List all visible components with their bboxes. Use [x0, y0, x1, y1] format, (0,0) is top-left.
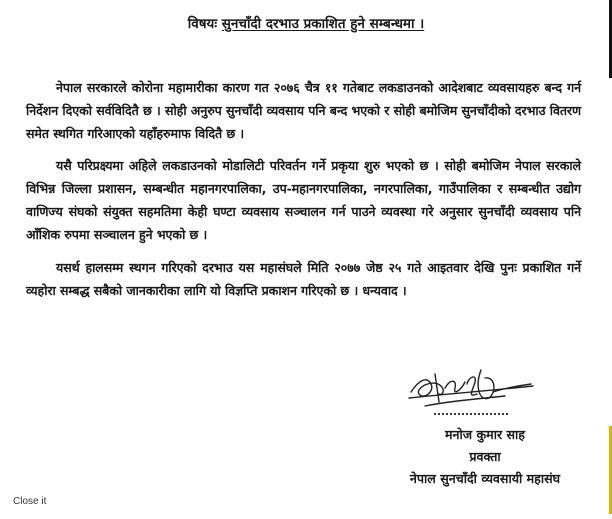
subject-text: सुनचाँदी दरभाउ प्रकाशित हुने सम्बन्धमा । [221, 16, 425, 32]
close-button[interactable]: Close it [13, 496, 47, 507]
paragraph-modality-change: यसै परिप्रक्ष्यमा अहिले लकडाउनको मोडालिटी परिवर्तन गर्ने प्रकृया शुरु भएको छ । सोही बमोजिम नेपाल सरकाले विभिन्न जिल्ला प्रशासन, सम्बन्धीत महानगरपालिका, उप-महानगरपालिका, नगरपालिका, गाउँपालिका र सम्बन्धीत उद्योग वाणिज्य संघको संयुक्त सहमतिमा केही घण्टा व्यवसाय सञ्चालन गर्न पाउने व्यवस्था गरे अनुसार सुनचाँदी व्यवसाय पनि आँशिक रुपमा सञ्चालन हुने भएको छ । [26, 158, 581, 242]
handwritten-signature [405, 362, 540, 414]
paragraph-publication-resume: यसर्थ हालसम्म स्थगन गरिएको दरभाउ यस महासंघले मिति २०७७ जेष्ठ २५ गते आइतवार देखि पुनः प्रकाशित गर्ने व्यहोरा सम्बद्ध सबैको जानकारीका लागि यो विज्ञप्ति प्रकाशन गरिएको छ । धन्यवाद । [26, 260, 581, 298]
subject-line [0, 14, 612, 32]
signatory-organization: नेपाल सुनचाँदी व्यवसायी महासंघ [409, 471, 561, 486]
signatory-title: प्रवक्ता [469, 449, 501, 464]
paragraph-lockdown-notice: नेपाल सरकारले कोरोना महामारीका कारण गत २०७६ चैत्र ११ गतेबाट लकडाउनको आदेशबाट व्यवसायहरु बन्द गर्न निर्देशन दिएको सर्वविदितै छ । सोही अनुरुप सुनचाँदी व्यवसाय पनि बन्द भएको र सोही बमोजिम सुनचाँदीको दरभाउ वितरण समेत स्थगित गरिआएको यहाँहरुमाफ विदितै छ । [26, 80, 581, 141]
signatory-name: मनोज कुमार साह [445, 427, 525, 442]
signatory-block [385, 424, 585, 490]
subject-prefix: विषयः [187, 16, 218, 32]
signature-dotted-line [434, 413, 508, 415]
